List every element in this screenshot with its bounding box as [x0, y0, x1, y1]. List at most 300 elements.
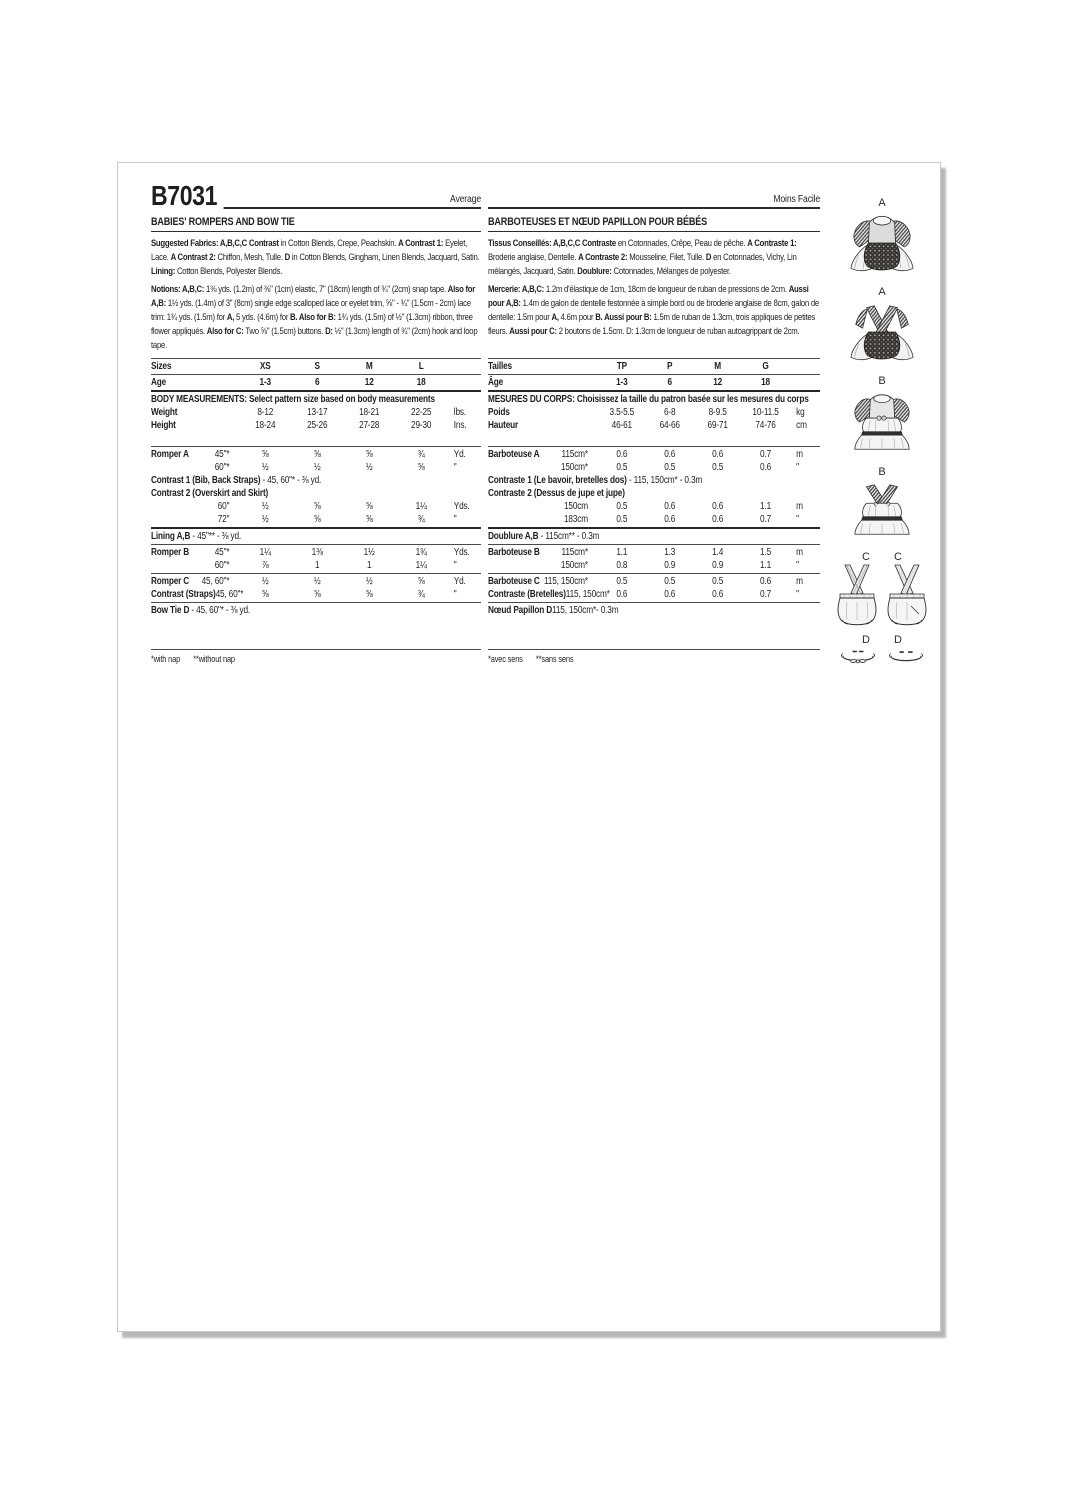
figure-labels-c [862, 551, 902, 563]
size-value-cell: 46-61 [611, 420, 632, 431]
figure-label-c-front: C [862, 551, 870, 563]
table-rule-heavy [488, 390, 820, 392]
text-run: Tissus Conseillés: A,B,C,C Contraste [488, 237, 616, 248]
table-note [488, 530, 820, 543]
fabric-width-spec: 72" [217, 514, 230, 525]
size-value-cell: 0.6 [712, 449, 724, 460]
text-run: - 45, 60"* - ⅜ yd. [260, 475, 322, 486]
table-row [488, 575, 820, 588]
text-run: *avec sens [488, 654, 523, 664]
page-content [151, 179, 938, 667]
text-run: 2 boutons de 1.5cm. D: 1.3cm de longueur de ruban autoagrippant de 2cm. [556, 324, 800, 336]
footnote-en [151, 654, 481, 664]
unit-cell: kg [796, 407, 805, 418]
text-run: Notions: A,B,C: [151, 283, 205, 294]
text-run: Bow Tie D [151, 605, 190, 616]
size-value-cell: ⅞ [261, 560, 269, 571]
row-label-zone [488, 588, 610, 601]
size-value-cell: ½ [261, 514, 269, 525]
size-value-cell: 1.3 [664, 547, 676, 558]
size-value-cell: 0.6 [664, 514, 676, 525]
row-label: Age [151, 377, 167, 388]
size-value-cell: 6 [315, 377, 320, 388]
fabric-width-spec: 60"* [214, 462, 230, 473]
text-run: A Contrast 2: [170, 250, 216, 262]
row-label-zone [151, 513, 239, 526]
row-label: Height [151, 420, 176, 431]
size-value-cell: 0.5 [616, 501, 628, 512]
size-value-cell: ⅝ [313, 589, 321, 600]
footnote-rule-fr [488, 649, 820, 650]
french-column [488, 179, 820, 667]
size-value-cell: 8-12 [257, 407, 274, 418]
size-value-cell: ⅝ [417, 576, 425, 587]
size-value-cell: ⅝ [261, 589, 269, 600]
unit-cell: Ins. [453, 420, 467, 431]
unit-cell [789, 360, 820, 373]
size-value-cell: 0.6 [760, 462, 772, 473]
fabric-width-spec: 45, 60"* [201, 576, 230, 587]
table-row [488, 588, 820, 601]
unit-cell: Yds. [453, 501, 470, 512]
size-value-cell: 1.1 [760, 560, 772, 571]
difficulty-rating-fr: Moins Facile [773, 193, 821, 205]
text-run: Suggested Fabrics: A,B,C,C Contrast [151, 237, 279, 248]
size-value-cell: 6 [667, 377, 672, 388]
table-row [488, 513, 820, 526]
row-label-zone [488, 406, 598, 419]
size-value-cell: ½ [261, 576, 269, 587]
row-label-zone [488, 376, 598, 389]
size-value-cell: 8-9.5 [708, 407, 727, 418]
fabric-width-spec: 60" [217, 501, 230, 512]
unit-cell [447, 376, 481, 389]
unit-cell: " [796, 589, 799, 600]
row-label-zone [488, 604, 619, 617]
table-row [488, 546, 820, 559]
yardage-table-fr [488, 358, 820, 617]
row-label: Contrast (Straps) [151, 589, 216, 600]
figure-label-a-back: A [878, 286, 886, 298]
unit-cell: m [796, 576, 803, 587]
row-label: Poids [488, 407, 510, 418]
size-value-cell: 1-3 [259, 377, 271, 388]
text-run: A, [226, 310, 235, 322]
unit-cell: Yds. [453, 547, 470, 558]
yardage-table-en [151, 358, 481, 617]
table-rule-heavy [488, 527, 820, 529]
size-value-cell: 1¼ [415, 560, 427, 571]
size-value-cell: ½ [313, 462, 321, 473]
figure-labels-d [862, 634, 902, 646]
table-row [488, 448, 820, 461]
notions-paragraph [151, 282, 481, 352]
size-value-cell: 1-3 [616, 377, 628, 388]
size-value-cell: 0.6 [760, 576, 772, 587]
size-value-cell: ⅝ [261, 449, 269, 460]
size-value-cell: ⅝ [313, 514, 321, 525]
row-label-zone [488, 419, 598, 432]
row-label: Tailles [488, 361, 512, 372]
header-rule-en [224, 175, 481, 209]
size-value-cell [742, 604, 790, 617]
size-value-cell: 0.9 [664, 560, 676, 571]
row-label: Romper B [151, 547, 190, 558]
size-value-cell [598, 604, 646, 617]
unit-cell: m [796, 449, 803, 460]
bloomers-c-back-sketch [883, 564, 931, 626]
text-run: in Cotton Blends, Crepe, Peachskin. [278, 237, 399, 248]
text-run: Mercerie: A,B,C: [488, 283, 545, 294]
row-label-zone [488, 500, 598, 513]
table-row [151, 419, 481, 432]
size-value-cell: P [667, 361, 673, 372]
text-run: Eyelet, Lace. [151, 237, 468, 262]
text-run: Contrast 2 (Overskirt and Skirt) [151, 488, 269, 499]
size-value-cell: ½ [365, 576, 373, 587]
table-row [151, 513, 481, 526]
row-label-zone [488, 461, 598, 474]
table-row [151, 461, 481, 474]
text-run: *with nap [151, 654, 181, 664]
size-value-cell: 1 [315, 560, 320, 571]
row-label: Nœud Papillon D [488, 605, 553, 616]
text-run: Cotonnades, Mélanges de polyester. [611, 264, 731, 276]
unit-cell: " [453, 514, 457, 525]
table-rule [488, 573, 820, 574]
suggested-fabrics-paragraph [151, 236, 481, 278]
unit-cell: m [796, 501, 803, 512]
tissus-conseilles-paragraph [488, 236, 820, 278]
table-row [488, 360, 820, 373]
fabric-width-spec: 45"* [214, 449, 230, 460]
size-value-cell: S [314, 361, 320, 372]
bloomers-c-front-sketch [833, 564, 881, 626]
text-run: 1.4m de galon de dentelle festonnée à simple bord ou de broderie anglaise de 8cm, galon de dentelle: 1.5m pour [488, 296, 819, 322]
unit-cell [789, 376, 820, 389]
row-label: Weight [151, 407, 178, 418]
size-value-cell: 1.4 [712, 547, 724, 558]
size-value-cell: ½ [365, 462, 373, 473]
fabric-width-spec: 115cm* [561, 547, 588, 558]
unit-cell: " [453, 462, 457, 473]
figure-label-a-front: A [878, 197, 886, 209]
size-value-cell: G [762, 361, 769, 372]
pattern-number: B7031 [151, 180, 218, 211]
table-row [488, 500, 820, 513]
fabric-width-spec: 183cm [563, 514, 588, 525]
size-value-cell: 0.6 [712, 589, 724, 600]
table-section-heading: MESURES DU CORPS: Choisissez la taille du patron basée sur les mesures du corps [488, 394, 809, 405]
size-value-cell: ⅝ [417, 462, 425, 473]
row-label-zone [488, 546, 598, 559]
size-value-cell: 1¼ [259, 547, 271, 558]
size-value-cell: ¾ [417, 589, 425, 600]
table-row [151, 448, 481, 461]
table-rule-heavy [151, 527, 481, 529]
fabric-width-spec: 115, 150cm* [543, 576, 588, 587]
romper-a-back-sketch [842, 299, 922, 367]
size-value-cell: 1⅜ [311, 547, 323, 558]
size-value-cell: ⅝ [365, 514, 373, 525]
text-run: B. Aussi pour B: [595, 310, 652, 322]
text-run: Also for A,B: [151, 283, 476, 308]
text-run: D [705, 250, 712, 262]
table-row [488, 419, 820, 432]
figure-label-b-front: B [878, 375, 886, 387]
header-rule-fr [488, 175, 820, 209]
row-label-zone [488, 513, 598, 526]
size-value-cell: 27-28 [359, 420, 380, 431]
fabric-width-spec: 115cm* [561, 449, 588, 460]
text-run: ½" (1.3cm) length of ¾" (2cm) hook and loop tape. [151, 324, 478, 350]
romper-b-back-sketch [842, 479, 922, 543]
size-value-cell: 18 [761, 377, 770, 388]
row-label-zone [151, 588, 244, 601]
size-value-cell: 0.7 [760, 514, 772, 525]
size-value-cell: ⅝ [313, 501, 321, 512]
text-run: D: [325, 324, 333, 336]
table-row [151, 376, 481, 389]
text-run: 1.2m d'élastique de 1cm, 18cm de longueur de ruban de pressions de 2cm. [544, 283, 789, 294]
difficulty-rating-en: Average [450, 193, 481, 205]
text-run: Broderie anglaise, Dentelle. [488, 250, 579, 262]
size-value-cell: 18 [416, 377, 426, 388]
size-value-cell: 29-30 [411, 420, 432, 431]
figure-d-pair [835, 647, 929, 667]
text-run: Also for C: [206, 324, 244, 336]
garment-illustrations-column [826, 179, 938, 667]
unit-cell: " [453, 589, 457, 600]
size-value-cell: 0.5 [664, 462, 676, 473]
row-label-zone [151, 448, 239, 461]
size-value-cell: 22-25 [411, 407, 432, 418]
row-label-zone [488, 360, 598, 373]
size-value-cell: ⅝ [365, 449, 373, 460]
size-value-cell: 0.7 [760, 589, 772, 600]
table-note [488, 487, 820, 500]
unit-cell: " [796, 560, 799, 571]
size-value-cell: ½ [261, 501, 269, 512]
fabric-width-spec: 115, 150cm*- 0.3m [552, 605, 619, 616]
text-run: 1½ yds. (1.4m) of 3" (8cm) single edge scalloped lace or eyelet trim, ⅝" - ¾" (1.5cm - 2cm) lace trim: 1¾ yds. (1.5m) for [151, 296, 471, 322]
row-label-zone [151, 575, 239, 588]
size-value-cell: ½ [313, 576, 321, 587]
unit-cell: m [796, 547, 803, 558]
row-label: Barboteuse A [488, 449, 540, 460]
text-run: **sans sens [535, 654, 574, 664]
row-label-zone [151, 500, 239, 513]
text-run: Aussi pour A,B: [488, 283, 809, 308]
size-value-cell: ⅝ [365, 589, 373, 600]
row-label-zone [488, 559, 598, 572]
text-run: Cotton Blends, Polyester Blends. [175, 264, 283, 276]
row-label: Romper A [151, 449, 189, 460]
text-run: en Cotonnades, Crêpe, Peau de pêche. [615, 237, 748, 248]
row-label-zone [151, 360, 239, 373]
text-run: 1¾ yds. (1.5m) of ½" (1.3cm) ribbon, three flower appliqués. [151, 310, 473, 336]
text-run: - 45"** - ⅜ yd. [190, 531, 242, 542]
table-rule [151, 573, 481, 574]
text-run: Doublure: [577, 264, 612, 276]
table-rule [488, 446, 820, 447]
table-row [151, 360, 481, 373]
size-value-cell: ½ [261, 462, 269, 473]
text-run: - 45, 60"* - ⅜ yd. [189, 605, 251, 616]
footnote-fr [488, 654, 820, 664]
row-label: Âge [488, 377, 504, 388]
size-value-cell: 0.6 [712, 514, 724, 525]
row-label: Barboteuse B [488, 547, 540, 558]
table-rule [151, 602, 481, 603]
row-label-zone [151, 461, 239, 474]
table-rule-heavy [151, 390, 481, 392]
footnote-rule-en [151, 649, 481, 650]
unit-cell: " [453, 560, 457, 571]
row-label: Contraste (Bretelles) [488, 589, 566, 600]
english-column [151, 179, 481, 667]
text-run: A Contraste 2: [578, 250, 628, 262]
row-label: Romper C [151, 576, 190, 587]
pattern-sheet-page [117, 162, 941, 1332]
size-value-cell: 0.5 [616, 514, 628, 525]
unit-cell: Yd. [453, 576, 466, 587]
size-value-cell: 1½ [363, 547, 375, 558]
size-value-cell: 0.5 [712, 576, 724, 587]
table-rule [488, 602, 820, 603]
romper-a-front-sketch [842, 210, 922, 278]
text-run: Lining A,B [151, 531, 191, 542]
text-run: Chiffon, Mesh, Tulle. [215, 250, 285, 262]
text-run: in Cotton Blends, Gingham, Linen Blends, Jacquard, Satin. [289, 250, 480, 262]
size-value-cell: 10-11.5 [752, 407, 779, 418]
table-rule [488, 374, 820, 375]
fabric-width-spec: 150cm* [560, 560, 588, 571]
table-rule [151, 544, 481, 545]
size-value-cell: 1¾ [415, 547, 427, 558]
text-run: Mousseline, Filet, Tulle. [627, 250, 706, 262]
size-value-cell: 0.5 [616, 576, 628, 587]
size-value-cell: 0.5 [616, 462, 628, 473]
text-run: D [284, 250, 290, 262]
text-run: 4.6m pour [558, 310, 596, 322]
text-run: Aussi pour C: [509, 324, 557, 336]
table-row [151, 500, 481, 513]
size-value-cell: 0.5 [712, 462, 724, 473]
fabric-width-spec: 115, 150cm* [565, 589, 610, 600]
figure-label-b-back: B [878, 466, 886, 478]
fabric-width-spec: 45"* [214, 547, 230, 558]
size-value-cell: ⅝ [365, 501, 373, 512]
size-value-cell: 74-76 [755, 420, 776, 431]
size-value-cell: TP [616, 361, 627, 372]
garment-title-en: BABIES' ROMPERS AND BOW TIE [151, 216, 481, 232]
fabric-width-spec: 45, 60"* [215, 589, 244, 600]
row-label-zone [151, 419, 239, 432]
size-value-cell: 3.5-5.5 [609, 407, 635, 418]
text-run: Contrast 1 (Bib, Back Straps) [151, 475, 261, 486]
size-value-cell: M [365, 361, 373, 372]
row-label: Sizes [151, 361, 172, 372]
figure-label-d-back: D [894, 634, 902, 646]
size-value-cell: 12 [713, 377, 723, 388]
unit-cell: " [796, 462, 799, 473]
text-run: A, [551, 310, 559, 322]
table-row [488, 604, 820, 617]
size-value-cell: 0.7 [760, 449, 772, 460]
table-row [151, 546, 481, 559]
row-label-zone [488, 448, 598, 461]
table-rule [488, 358, 820, 359]
bow-tie-d-back-sketch [883, 647, 929, 667]
size-value-cell: 0.6 [616, 589, 628, 600]
text-run: Contraste 1 (Le bavoir, bretelles dos) [488, 475, 627, 486]
text-run: Contraste 2 (Dessus de jupe et jupe) [488, 488, 625, 499]
unit-cell: cm [796, 420, 807, 431]
romper-b-front-sketch [842, 388, 922, 458]
size-value-cell: 0.8 [616, 560, 628, 571]
size-value-cell [646, 604, 694, 617]
size-value-cell: ⅝ [313, 449, 321, 460]
figure-c-pair [833, 564, 931, 626]
size-value-cell: ¾ [417, 514, 425, 525]
text-run: 1⅜ yds. (1.2m) of ⅜" (1cm) elastic, 7" (18cm) length of ¾" (2cm) snap tape. [204, 283, 448, 294]
text-run: B. Also for B: [290, 310, 336, 322]
size-value-cell: 1.1 [616, 547, 628, 558]
text-run: A Contrast 1: [398, 237, 444, 248]
size-value-cell: 13-17 [307, 407, 328, 418]
text-run: Two ⅝" (1.5cm) buttons. [243, 324, 326, 336]
size-value-cell: 1.5 [760, 547, 772, 558]
size-value-cell: XS [259, 361, 271, 372]
unit-cell [447, 360, 481, 373]
fabric-width-spec: 60"* [214, 560, 230, 571]
unit-cell: " [796, 514, 799, 525]
size-value-cell: 25-26 [307, 420, 328, 431]
row-label-zone [151, 406, 239, 419]
header-en [151, 179, 481, 209]
size-value-cell: 18-21 [359, 407, 380, 418]
table-rule [151, 358, 481, 359]
table-note [488, 474, 820, 487]
table-row [488, 406, 820, 419]
table-section-heading: BODY MEASUREMENTS: Select pattern size based on body measurements [151, 394, 435, 405]
table-note [151, 474, 481, 487]
table-row [151, 588, 481, 601]
size-value-cell [694, 604, 742, 617]
row-label: Barboteuse C [488, 576, 540, 587]
row-label: Hauteur [488, 420, 519, 431]
unit-cell: Yd. [453, 449, 466, 460]
fabric-width-spec: 150cm [563, 501, 588, 512]
table-note [151, 604, 481, 617]
garment-title-fr: BARBOTEUSES ET NŒUD PAPILLON POUR BÉBÉS [488, 216, 820, 232]
table-rule [488, 544, 820, 545]
size-value-cell: 0.6 [712, 501, 724, 512]
row-label-zone [488, 575, 598, 588]
size-value-cell: ¾ [417, 449, 425, 460]
size-value-cell: 0.6 [664, 449, 676, 460]
table-row [151, 559, 481, 572]
table-note [151, 487, 481, 500]
size-value-cell: 18-24 [255, 420, 276, 431]
unit-cell [789, 604, 820, 617]
row-label-zone [151, 376, 239, 389]
table-rule [151, 446, 481, 447]
size-value-cell: 0.9 [712, 560, 724, 571]
text-run: 1.5m de ruban de 1.3cm, trois appliques de petites fleurs. [488, 310, 816, 336]
table-gap [151, 432, 481, 445]
